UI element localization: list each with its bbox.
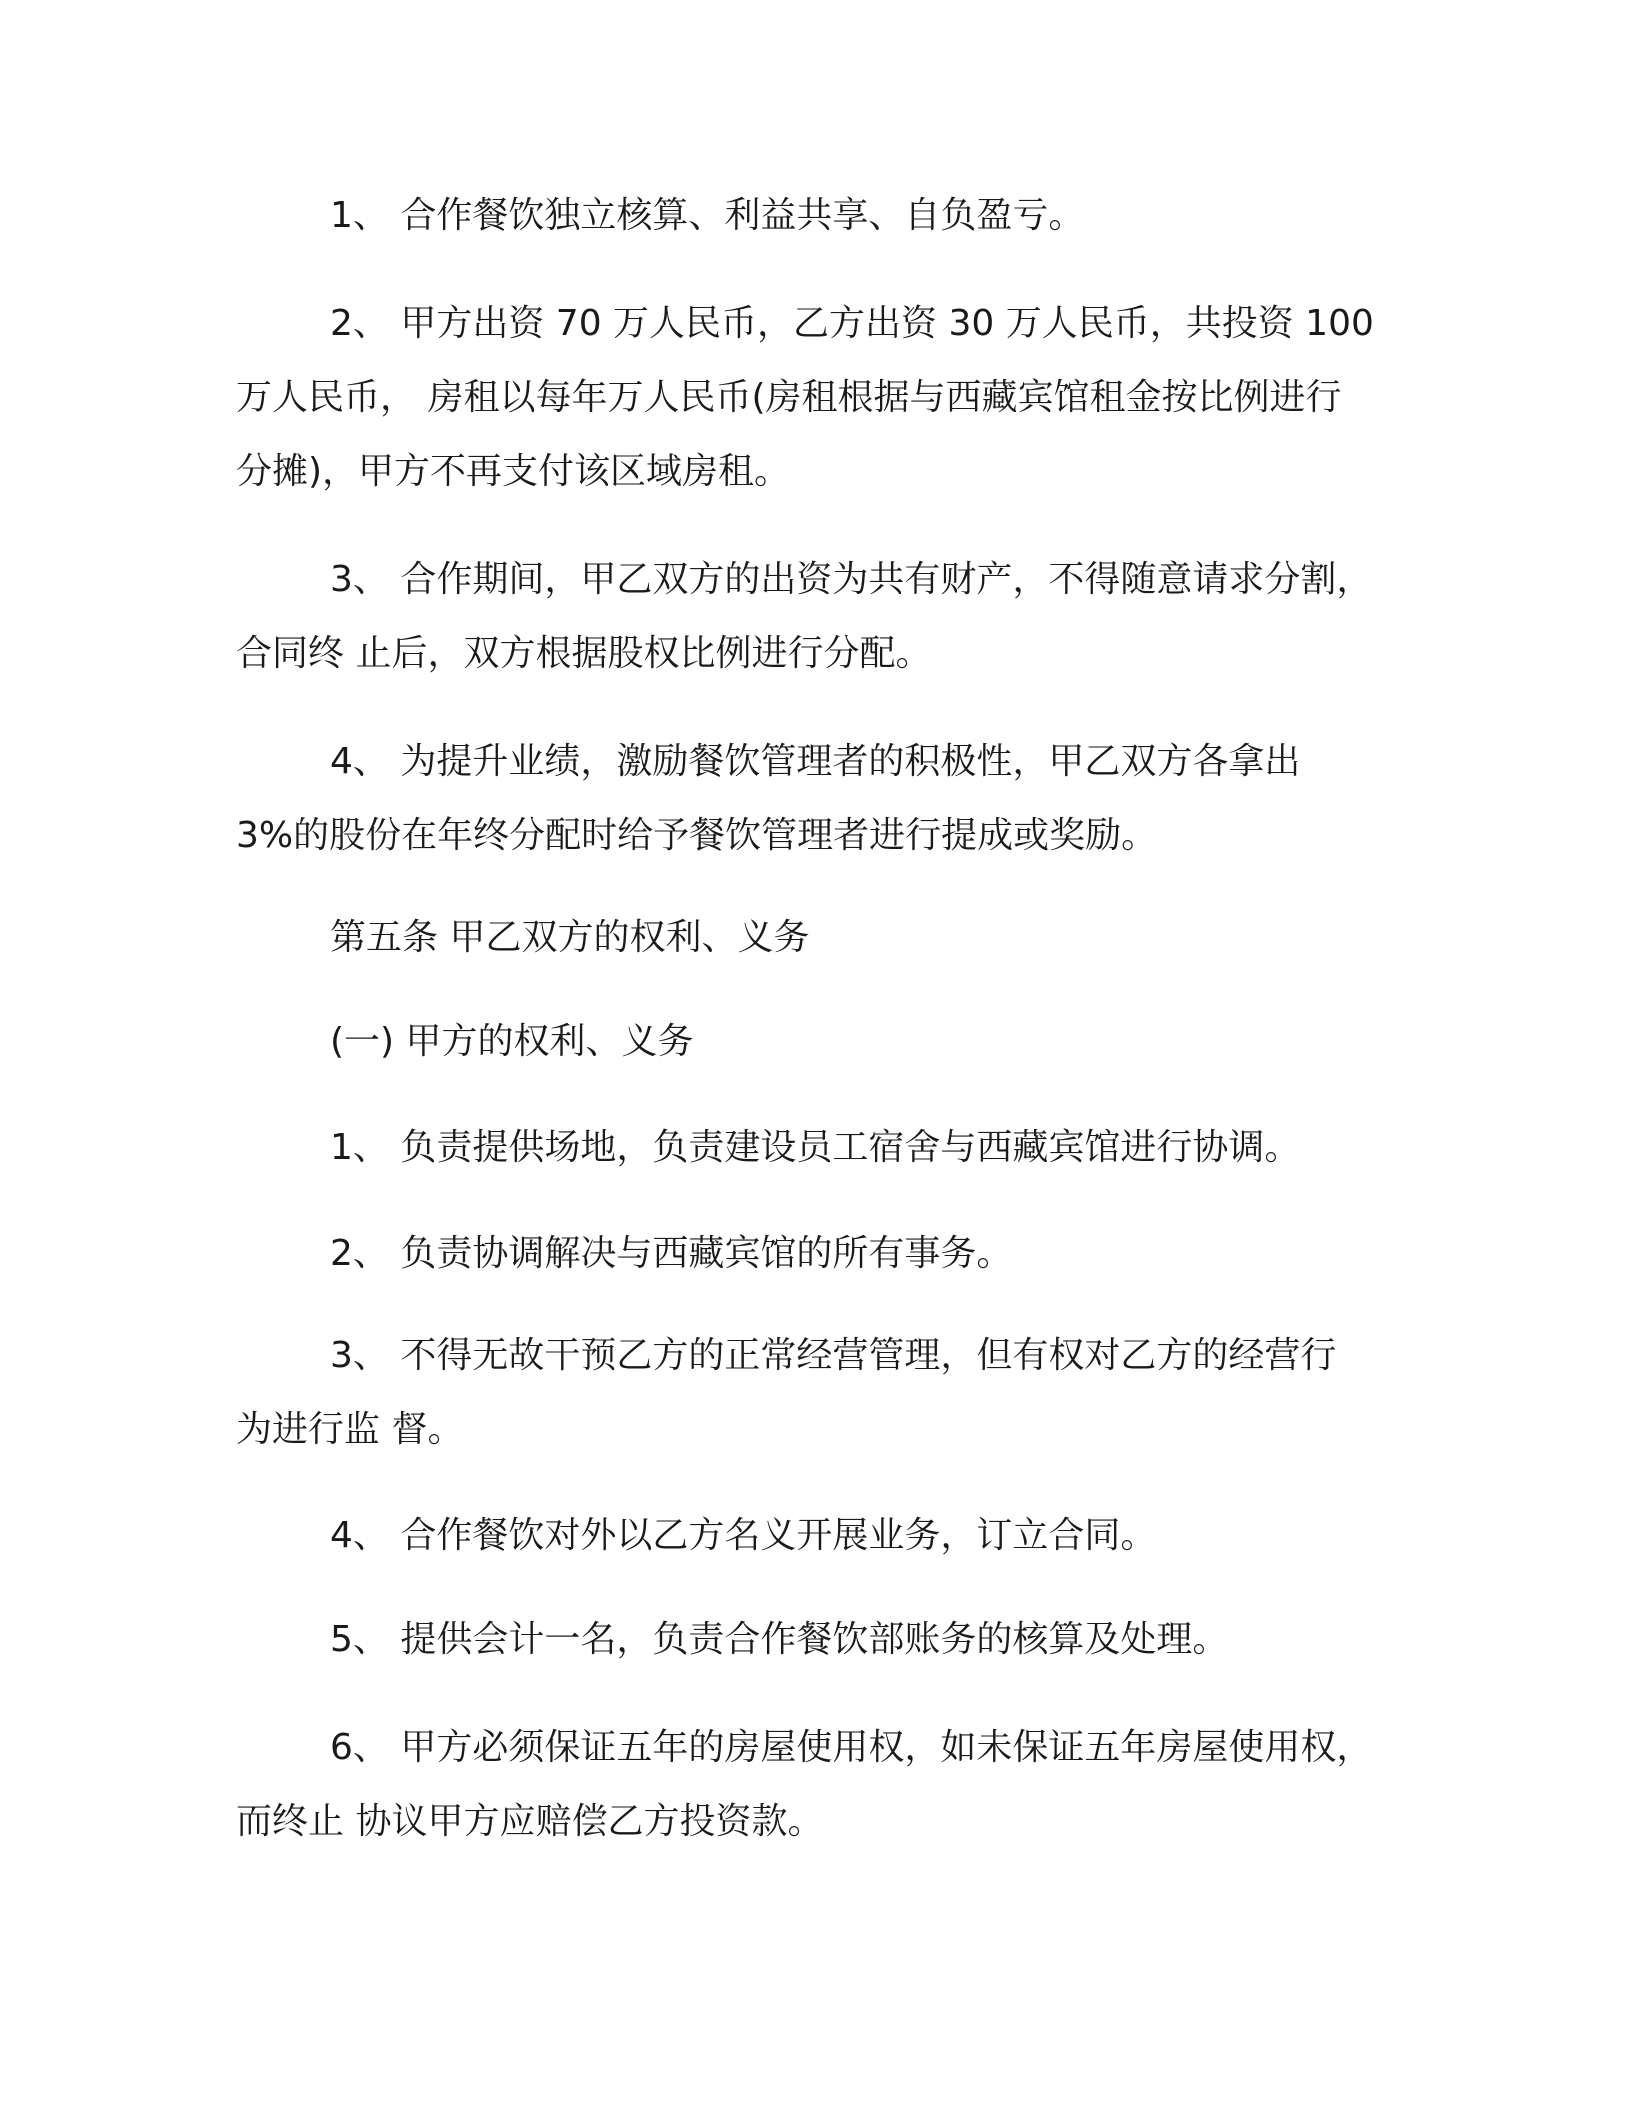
text-line: 4、 合作餐饮对外以乙方名义开展业务，订立合同。 bbox=[330, 1515, 1157, 1556]
section-heading: 第五条 甲乙双方的权利、义务 bbox=[330, 917, 810, 958]
text-line: 2、 负责协调解决与西藏宾馆的所有事务。 bbox=[330, 1233, 1013, 1274]
text-line: 3、 不得无故干预乙方的正常经营管理，但有权对乙方的经营行 bbox=[330, 1335, 1337, 1376]
text-line: 为进行监 督。 bbox=[236, 1409, 464, 1450]
text-line: 4、 为提升业绩，激励餐饮管理者的积极性，甲乙双方各拿出 bbox=[330, 741, 1301, 782]
text-line: 3、 合作期间，甲乙双方的出资为共有财产，不得随意请求分割， bbox=[330, 559, 1373, 600]
text-line: 万人民币， 房租以每年万人民币(房租根据与西藏宾馆租金按比例进行 bbox=[236, 377, 1342, 418]
subsection-heading: (一) 甲方的权利、义务 bbox=[330, 1021, 694, 1062]
text-line: 5、 提供会计一名，负责合作餐饮部账务的核算及处理。 bbox=[330, 1619, 1229, 1660]
text-line: 2、 甲方出资 70 万人民币，乙方出资 30 万人民币，共投资 100 bbox=[330, 303, 1374, 344]
text-line: 合同终 止后，双方根据股权比例进行分配。 bbox=[236, 633, 932, 674]
text-line: 1、 合作餐饮独立核算、利益共享、自负盈亏。 bbox=[330, 195, 1085, 236]
text-line: 3%的股份在年终分配时给予餐饮管理者进行提成或奖励。 bbox=[236, 815, 1158, 856]
text-line: 而终止 协议甲方应赔偿乙方投资款。 bbox=[236, 1801, 824, 1842]
text-line: 6、 甲方必须保证五年的房屋使用权，如未保证五年房屋使用权， bbox=[330, 1727, 1373, 1768]
text-line: 分摊)，甲方不再支付该区域房租。 bbox=[236, 451, 791, 492]
text-line: 1、 负责提供场地，负责建设员工宿舍与西藏宾馆进行协调。 bbox=[330, 1127, 1301, 1168]
